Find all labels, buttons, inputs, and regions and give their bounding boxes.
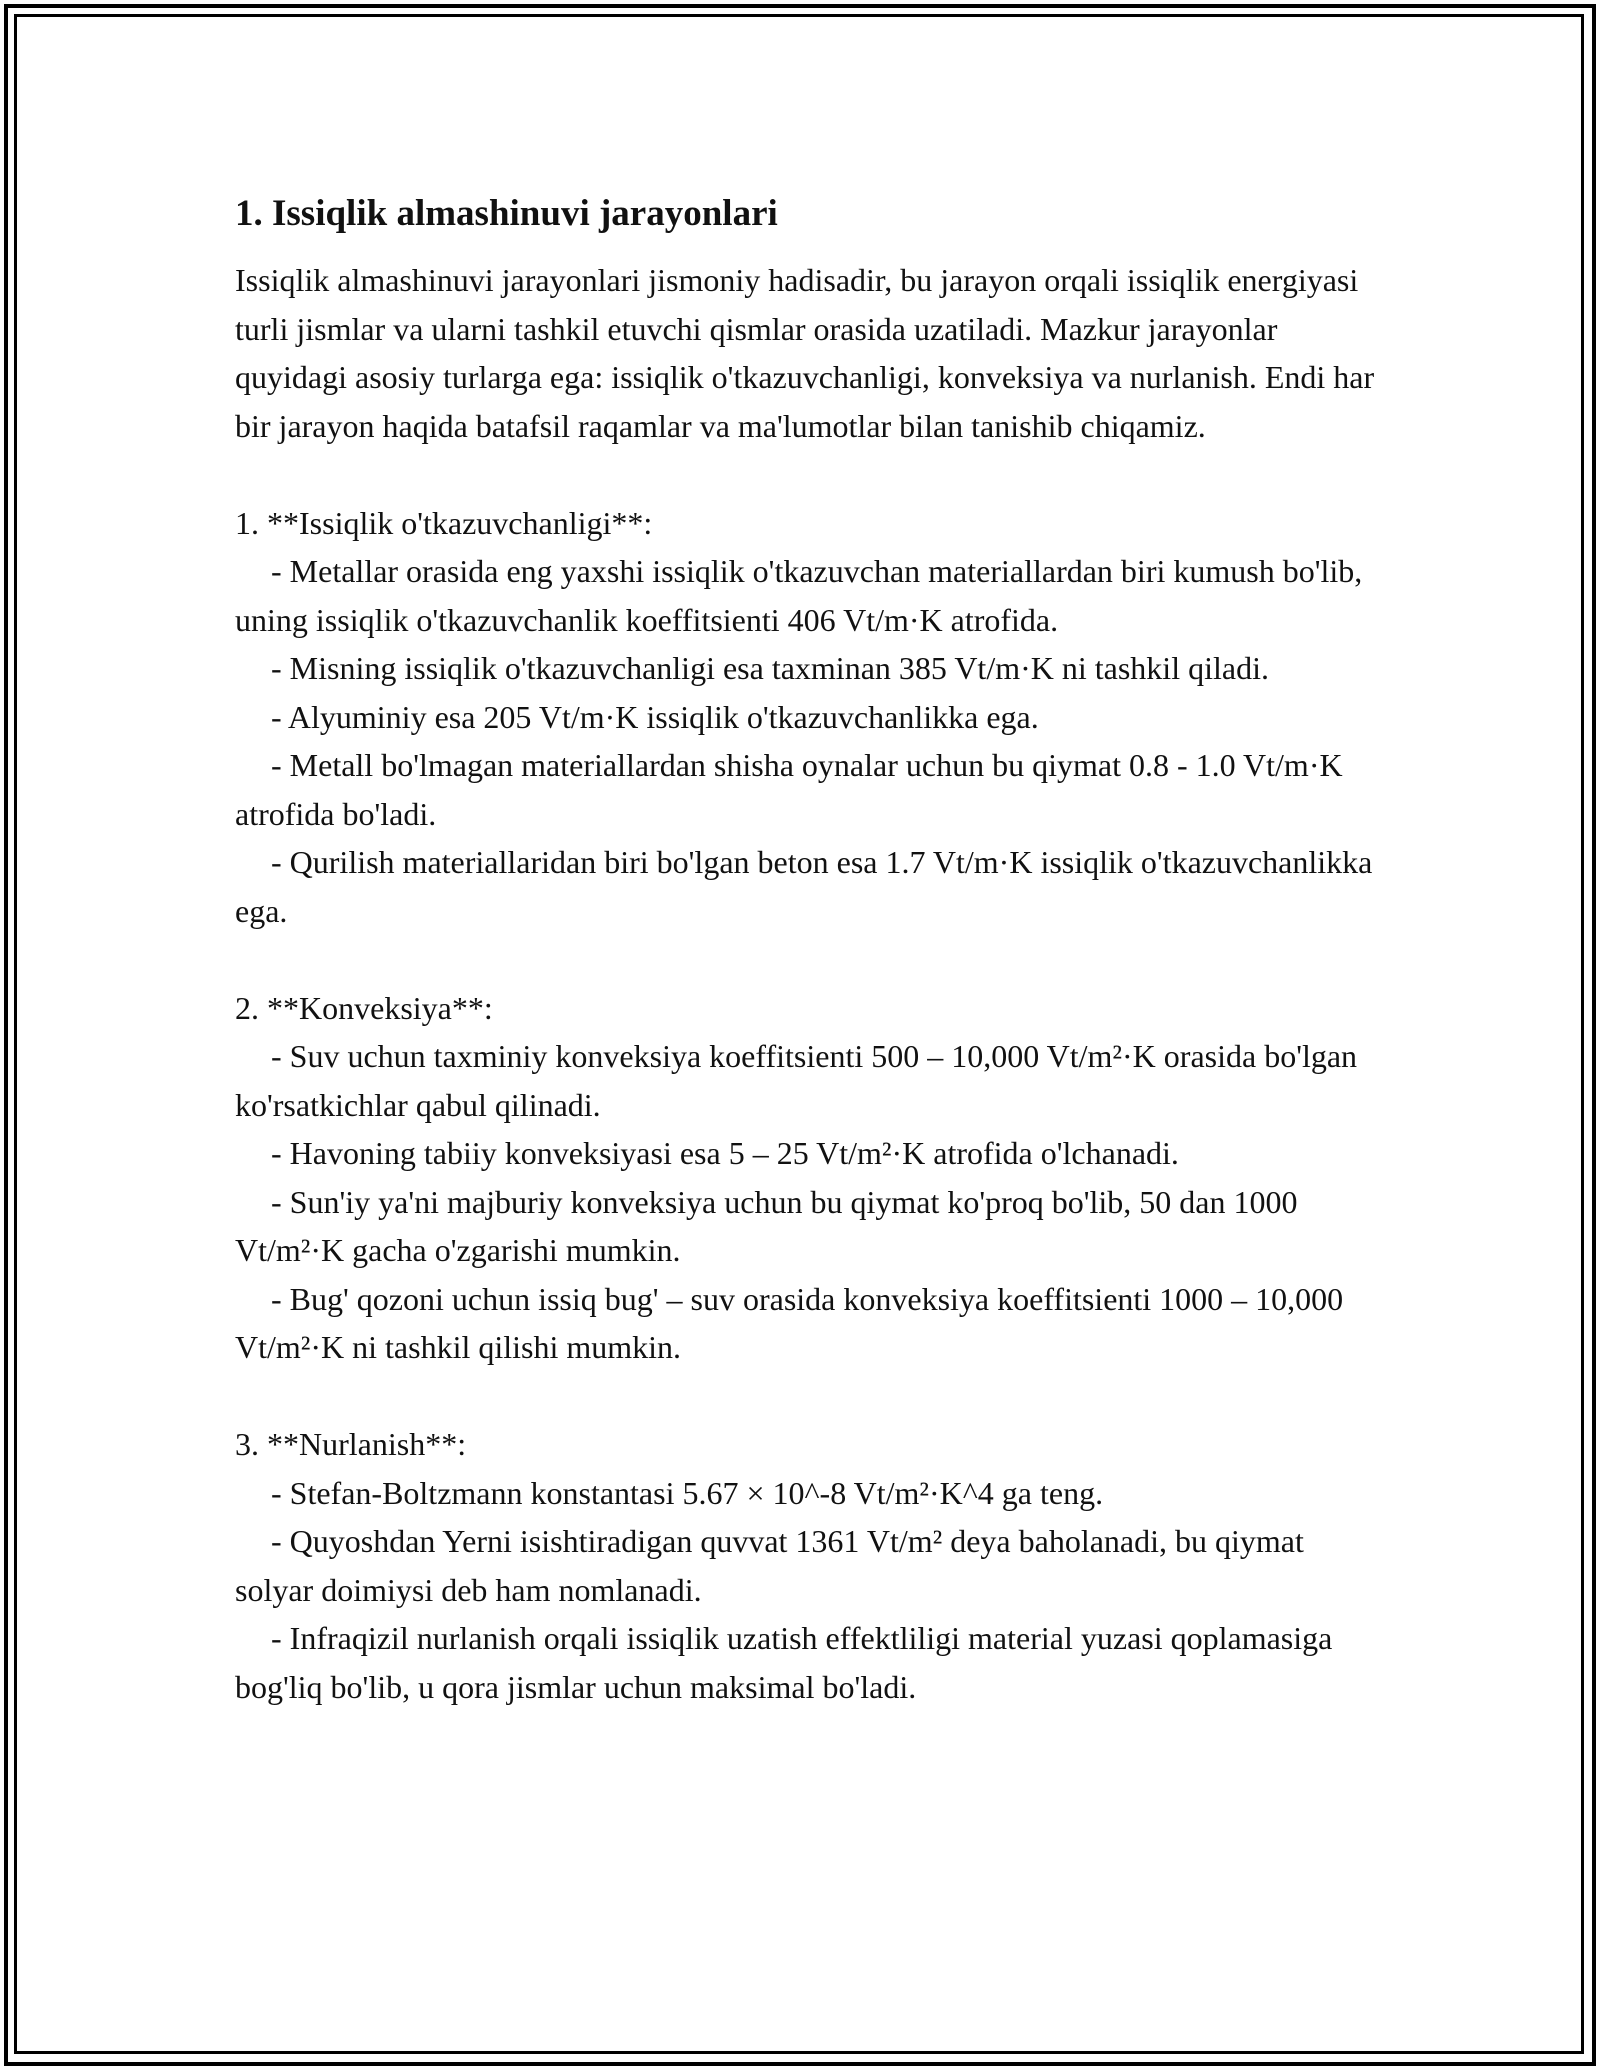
- spacer: [235, 1372, 1385, 1421]
- list-item: - Stefan-Boltzmann konstantasi 5.67 × 10^-8 Vt/m²·K^4 ga teng.: [271, 1474, 1104, 1511]
- list-item: - Qurilish materiallaridan biri bo'lgan beton esa 1.7 Vt/m·K issiqlik o'tkazuvchanlikka ega.: [235, 844, 1373, 929]
- intro-paragraph: Issiqlik almashinuvi jarayonlari jismoniy hadisadir, bu jarayon orqali issiqlik energiyasi turli jismlar va ularni tashkil etuvchi qismlar orasida uzatiladi. Mazkur jarayonlar quyidagi asosiy turlarga ega: issiqlik o'tkazuvchanligi, konveksiya va nurlanish. Endi har bir jarayon haqida batafsil raqamlar va ma'lumotlar bilan tanishib chiqamiz.: [235, 262, 1375, 444]
- section-heading: 1. **Issiqlik o'tkazuvchanligi**:: [235, 504, 653, 541]
- document-body: [235, 186, 1385, 1711]
- list-item: - Metallar orasida eng yaxshi issiqlik o'tkazuvchan materiallardan biri kumush bo'lib, uning issiqlik o'tkazuvchanlik koeffitsienti 406 Vt/m·K atrofida.: [235, 553, 1363, 638]
- list-item: - Sun'iy ya'ni majburiy konveksiya uchun bu qiymat ko'proq bo'lib, 50 dan 1000 Vt/m²·K gacha o'zgarishi mumkin.: [235, 1183, 1298, 1268]
- list-item: - Havoning tabiiy konveksiyasi esa 5 – 25 Vt/m²·K atrofida o'lchanadi.: [271, 1135, 1179, 1171]
- section-heading: 3. **Nurlanish**:: [235, 1426, 467, 1462]
- section-heading: 2. **Konveksiya**:: [235, 989, 493, 1026]
- spacer: [235, 450, 1385, 499]
- document-title: 1. Issiqlik almashinuvi jarayonlari: [235, 193, 778, 234]
- list-item: - Suv uchun taxminiy konveksiya koeffitsienti 500 – 10,000 Vt/m²·K orasida bo'lgan ko'rsatkichlar qabul qilinadi.: [235, 1038, 1358, 1123]
- spacer: [235, 935, 1385, 984]
- list-item: - Bug' qozoni uchun issiq bug' – suv orasida konveksiya koeffitsienti 1000 – 10,000 Vt/m²·K ni tashkil qilishi mumkin.: [235, 1280, 1344, 1365]
- list-item: - Metall bo'lmagan materiallardan shisha oynalar uchun bu qiymat 0.8 - 1.0 Vt/m·K atrofida bo'ladi.: [235, 747, 1343, 832]
- list-item: - Misning issiqlik o'tkazuvchanligi esa taxminan 385 Vt/m·K ni tashkil qiladi.: [271, 650, 1269, 686]
- list-item: - Quyoshdan Yerni isishtiradigan quvvat 1361 Vt/m² deya baholanadi, bu qiymat solyar doimiysi deb ham nomlanadi.: [235, 1523, 1304, 1608]
- list-item: - Alyuminiy esa 205 Vt/m·K issiqlik o'tkazuvchanlikka ega.: [271, 698, 1039, 735]
- list-item: - Infraqizil nurlanish orqali issiqlik uzatish effektliligi material yuzasi qoplamasiga bog'liq bo'lib, u qora jismlar uchun maksimal bo'ladi.: [235, 1620, 1333, 1705]
- section-conduction: [235, 499, 1385, 936]
- section-convection: [235, 984, 1385, 1372]
- section-radiation: [235, 1420, 1385, 1711]
